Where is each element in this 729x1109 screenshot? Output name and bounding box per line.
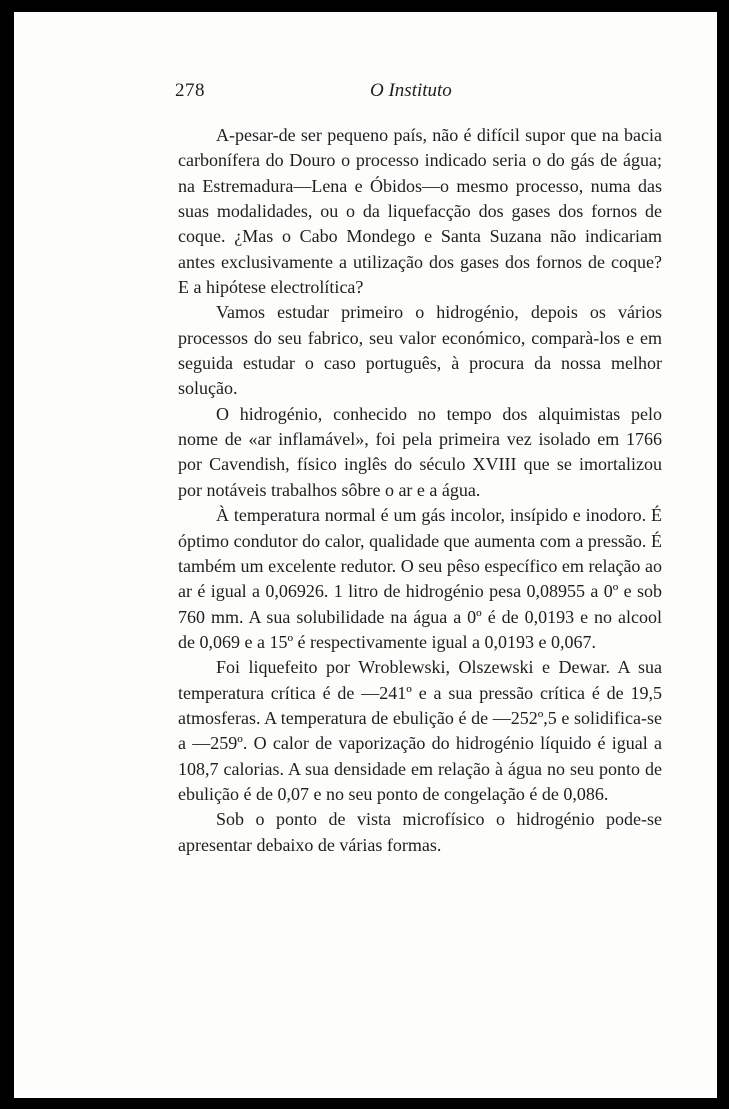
page-sheet bbox=[14, 12, 717, 1098]
paragraph: À temperatura normal é um gás incolor, insípido e inodoro. É óptimo condutor do calor, qualidade que aumenta com a pressão. É também um excelente redutor. O seu pêso específico em relação ao ar é igual a 0,06926. 1 litro de hidrogénio pesa 0,08955 a 0º e sob 760 mm. A sua solubilidade na água a 0º é de 0,0193 e no alcool de 0,069 e a 15º é respectivamente igual a 0,0193 e 0,067. bbox=[178, 505, 662, 652]
running-title: O Instituto bbox=[370, 80, 452, 101]
paragraph: Foi liquefeito por Wroblewski, Olszewski e Dewar. A sua temperatura crítica é de —241º e a sua pressão crítica é de 19,5 atmosferas. A temperatura de ebulição é de —252º,5 e solidifica-se a —259º. O calor de vaporização do hidrogénio líquido é igual a 108,7 calorias. A sua densidade em relação à água no seu ponto de ebulição é de 0,07 e no seu ponto de congelação é de 0,086. bbox=[178, 657, 662, 804]
paragraph: Sob o ponto de vista microfísico o hidrogénio pode-se apresentar debaixo de várias formas. bbox=[178, 809, 662, 855]
paragraph: Vamos estudar primeiro o hidrogénio, depois os vários processos do seu fabrico, seu valor económico, comparà-los e em seguida estudar o caso português, à procura da nossa melhor solução. bbox=[178, 302, 662, 399]
paragraph: A-pesar-de ser pequeno país, não é difícil supor que na bacia carbonífera do Douro o processo indicado seria o do gás de água; na Estremadura—Lena e Óbidos—o mesmo processo, numa das suas modalidades, ou o da liquefacção dos gases dos fornos de coque. ¿Mas o Cabo Mondego e Santa Suzana não indicariam antes exclusivamente a utilização dos gases dos fornos de coque? E a hipótese electrolítica? bbox=[178, 125, 662, 298]
page-number: 278 bbox=[175, 80, 205, 101]
body-text bbox=[178, 123, 662, 858]
paragraph: O hidrogénio, conhecido no tempo dos alquimistas pelo nome de «ar inflamável», foi pela primeira vez isolado em 1766 por Cavendish, físico inglês do século XVIII que se imortalizou por notáveis trabalhos sôbre o ar e a água. bbox=[178, 403, 662, 500]
